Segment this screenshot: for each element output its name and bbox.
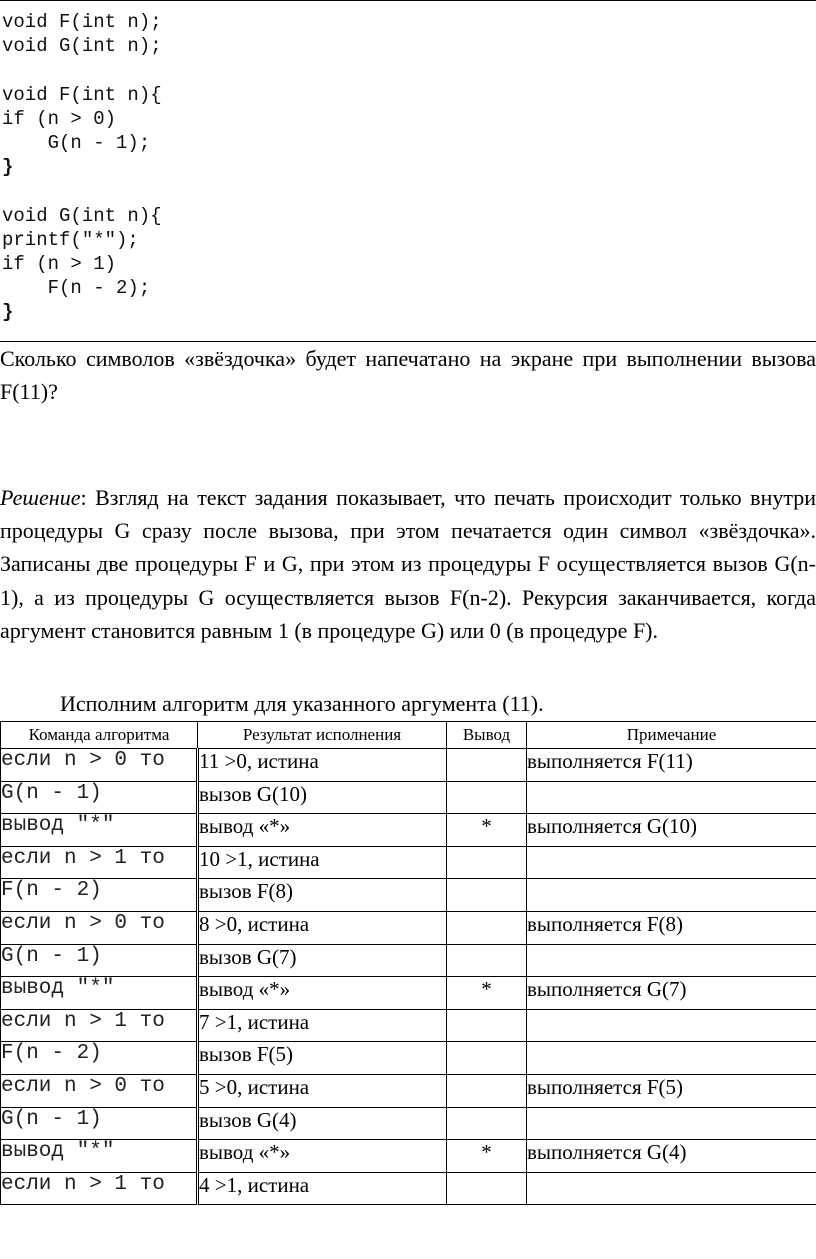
table-intro: Исполним алгоритм для указанного аргумента (11). — [60, 691, 544, 716]
output-cell — [447, 1074, 527, 1107]
solution-text: : Взгляд на текст задания показывает, что печать происходит только внутри процедуры G сразу после вызова, при этом печатается один символ «звёздочка». Записаны две процедуры F и G, при этом из процедуры F осуществляется вызов G(n-1), а из процедуры G осуществляется вызов F(n-2). Рекурсия заканчивается, когда аргумент становится равным 1 (в процедуре G) или 0 (в процедуре F). — [0, 485, 816, 643]
command-cell: вывод "*" — [1, 1140, 198, 1173]
table-body — [1, 749, 816, 1205]
solution-paragraph — [0, 481, 816, 647]
note-cell: выполняется F(8) — [527, 911, 816, 944]
command-cell: F(n - 2) — [1, 1042, 198, 1075]
header-command: Команда алгоритма — [1, 722, 198, 749]
table-row — [1, 814, 816, 847]
code-line: } — [2, 156, 14, 179]
header-result: Результат исполнения — [198, 722, 447, 749]
result-cell: 11 >0, истина — [198, 749, 447, 782]
table-row — [1, 846, 816, 879]
output-cell — [447, 1172, 527, 1205]
code-line: } — [2, 301, 14, 324]
table-row — [1, 1042, 816, 1075]
command-cell: F(n - 2) — [1, 879, 198, 912]
output-cell — [447, 944, 527, 977]
note-cell — [527, 846, 816, 879]
solution-label: Решение — [0, 485, 81, 510]
table-row — [1, 1140, 816, 1173]
note-cell — [527, 1009, 816, 1042]
table-row — [1, 781, 816, 814]
top-rule — [0, 0, 816, 1]
result-cell: вызов F(8) — [198, 879, 447, 912]
command-cell: вывод "*" — [1, 977, 198, 1010]
result-cell: 10 >1, истина — [198, 846, 447, 879]
table-row — [1, 944, 816, 977]
command-cell: G(n - 1) — [1, 1107, 198, 1140]
table-row — [1, 911, 816, 944]
result-cell: вывод «*» — [198, 1140, 447, 1173]
command-cell: если n > 0 то — [1, 911, 198, 944]
note-cell: выполняется F(11) — [527, 749, 816, 782]
algorithm-table — [0, 721, 816, 1205]
result-cell: 7 >1, истина — [198, 1009, 447, 1042]
code-line: printf("*"); — [2, 228, 139, 251]
result-cell: вызов G(7) — [198, 944, 447, 977]
command-cell: если n > 0 то — [1, 1074, 198, 1107]
command-cell: вывод "*" — [1, 814, 198, 847]
header-note: Примечание — [527, 722, 816, 749]
output-cell — [447, 1009, 527, 1042]
note-cell: выполняется G(4) — [527, 1140, 816, 1173]
output-cell — [447, 749, 527, 782]
result-cell: вызов G(4) — [198, 1107, 447, 1140]
command-cell: если n > 1 то — [1, 1009, 198, 1042]
table-row — [1, 749, 816, 782]
code-line: if (n > 0) — [2, 107, 117, 130]
table-row — [1, 879, 816, 912]
code-line: void G(int n){ — [2, 204, 162, 227]
code-line: F(n - 2); — [2, 277, 151, 300]
output-cell — [447, 1107, 527, 1140]
code-line: void F(int n); — [2, 11, 162, 33]
output-cell — [447, 879, 527, 912]
command-cell: G(n - 1) — [1, 781, 198, 814]
table-header-row — [1, 722, 816, 749]
note-cell — [527, 781, 816, 814]
command-cell: если n > 1 то — [1, 1172, 198, 1205]
command-cell: если n > 0 то — [1, 749, 198, 782]
output-cell: * — [447, 1140, 527, 1173]
code-line: void G(int n); — [2, 35, 162, 58]
code-line: if (n > 1) — [2, 253, 117, 276]
result-cell: 8 >0, истина — [198, 911, 447, 944]
result-cell: вызов F(5) — [198, 1042, 447, 1075]
output-cell — [447, 781, 527, 814]
code-line: void F(int n){ — [2, 83, 162, 106]
output-cell — [447, 1042, 527, 1075]
note-cell — [527, 1107, 816, 1140]
result-cell: вывод «*» — [198, 814, 447, 847]
output-cell: * — [447, 977, 527, 1010]
code-line: G(n - 1); — [2, 132, 151, 155]
note-cell — [527, 1042, 816, 1075]
output-cell — [447, 911, 527, 944]
question-text: Сколько символов «звёздочка» будет напечатано на экране при выполнении вызова F(11)? — [0, 346, 816, 404]
result-cell: вывод «*» — [198, 977, 447, 1010]
note-cell — [527, 944, 816, 977]
header-output: Вывод — [447, 722, 527, 749]
result-cell: 4 >1, истина — [198, 1172, 447, 1205]
output-cell — [447, 846, 527, 879]
table-row — [1, 1009, 816, 1042]
command-cell: G(n - 1) — [1, 944, 198, 977]
table-row — [1, 1074, 816, 1107]
output-cell: * — [447, 814, 527, 847]
note-cell: выполняется F(5) — [527, 1074, 816, 1107]
result-cell: вызов G(10) — [198, 781, 447, 814]
result-cell: 5 >0, истина — [198, 1074, 447, 1107]
note-cell: выполняется G(7) — [527, 977, 816, 1010]
table-row — [1, 977, 816, 1010]
note-cell — [527, 879, 816, 912]
note-cell: выполняется G(10) — [527, 814, 816, 847]
code-block — [2, 10, 162, 325]
table-row — [1, 1107, 816, 1140]
table-row — [1, 1172, 816, 1205]
note-cell — [527, 1172, 816, 1205]
command-cell: если n > 1 то — [1, 846, 198, 879]
